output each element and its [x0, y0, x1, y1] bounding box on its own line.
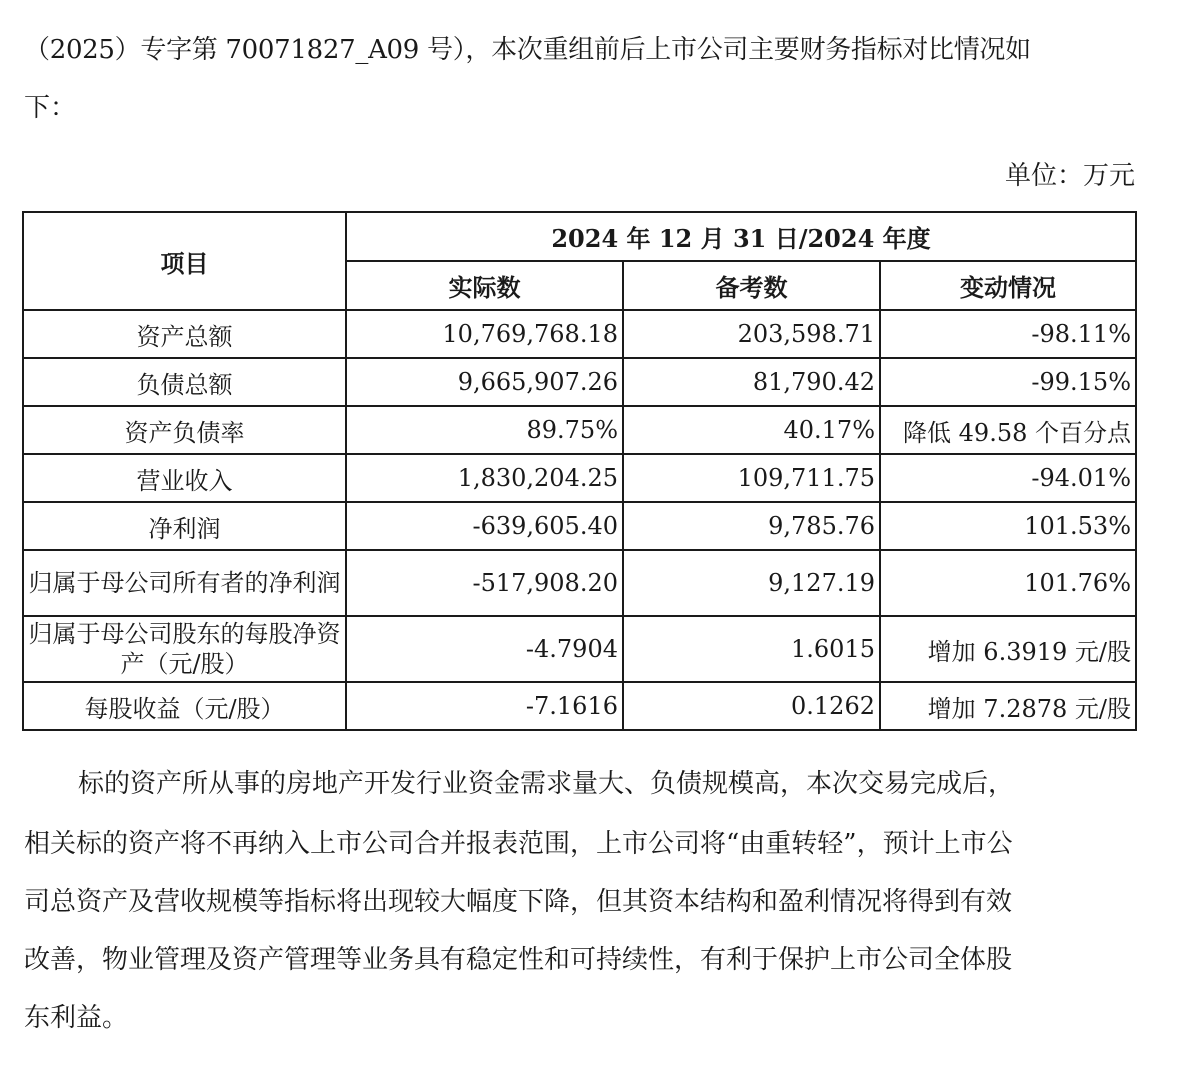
conclusion-line-1: 标的资产所从事的房地产开发行业资金需求量大、负债规模高，本次交易完成后， [78, 769, 1015, 799]
proforma-value: 1.6015 [623, 616, 880, 682]
actual-value: -517,908.20 [346, 550, 623, 616]
row-label: 每股收益（元/股） [23, 682, 346, 730]
unit-label: 单位：万元 [1004, 161, 1135, 191]
intro-line-1: （2025）专字第 70071827_A09 号），本次重组前后上市公司主要财务指标对比情况如 [24, 35, 1031, 65]
financial-comparison-table [22, 211, 1137, 731]
row-label: 归属于母公司股东的每股净资产（元/股） [23, 616, 346, 682]
proforma-value: 81,790.42 [623, 358, 880, 406]
row-label: 净利润 [23, 502, 346, 550]
actual-value: 10,769,768.18 [346, 310, 623, 358]
change-value: 增加 7.2878 元/股 [880, 682, 1136, 730]
proforma-value: 109,711.75 [623, 454, 880, 502]
table-row [23, 616, 1136, 682]
header-proforma: 备考数 [623, 261, 880, 310]
proforma-value: 9,127.19 [623, 550, 880, 616]
conclusion-line-3: 司总资产及营收规模等指标将出现较大幅度下降，但其资本结构和盈利情况将得到有效 [24, 887, 1013, 917]
conclusion-line-5: 东利益。 [24, 1003, 129, 1033]
actual-value: -4.7904 [346, 616, 623, 682]
change-value: -99.15% [880, 358, 1136, 406]
row-label: 负债总额 [23, 358, 346, 406]
change-value: 增加 6.3919 元/股 [880, 616, 1136, 682]
table-row [23, 502, 1136, 550]
row-label: 营业收入 [23, 454, 346, 502]
table-row [23, 682, 1136, 730]
actual-value: 9,665,907.26 [346, 358, 623, 406]
change-value: -94.01% [880, 454, 1136, 502]
proforma-value: 40.17% [623, 406, 880, 454]
table-row [23, 310, 1136, 358]
header-item: 项目 [23, 212, 346, 310]
intro-line-2: 下： [24, 93, 77, 123]
header-period: 2024 年 12 月 31 日/2024 年度 [346, 212, 1136, 261]
conclusion-line-2: 相关标的资产将不再纳入上市公司合并报表范围，上市公司将“由重转轻”，预计上市公 [24, 829, 1013, 859]
conclusion-line-4: 改善，物业管理及资产管理等业务具有稳定性和可持续性，有利于保护上市公司全体股 [24, 945, 1013, 975]
proforma-value: 0.1262 [623, 682, 880, 730]
actual-value: -639,605.40 [346, 502, 623, 550]
row-label: 资产负债率 [23, 406, 346, 454]
row-label: 归属于母公司所有者的净利润 [23, 550, 346, 616]
proforma-value: 203,598.71 [623, 310, 880, 358]
change-value: 101.53% [880, 502, 1136, 550]
table-row [23, 358, 1136, 406]
table-row [23, 550, 1136, 616]
row-label: 资产总额 [23, 310, 346, 358]
change-value: -98.11% [880, 310, 1136, 358]
header-actual: 实际数 [346, 261, 623, 310]
actual-value: -7.1616 [346, 682, 623, 730]
table-row [23, 454, 1136, 502]
proforma-value: 9,785.76 [623, 502, 880, 550]
change-value: 降低 49.58 个百分点 [880, 406, 1136, 454]
header-change: 变动情况 [880, 261, 1136, 310]
actual-value: 1,830,204.25 [346, 454, 623, 502]
change-value: 101.76% [880, 550, 1136, 616]
table-row [23, 406, 1136, 454]
actual-value: 89.75% [346, 406, 623, 454]
